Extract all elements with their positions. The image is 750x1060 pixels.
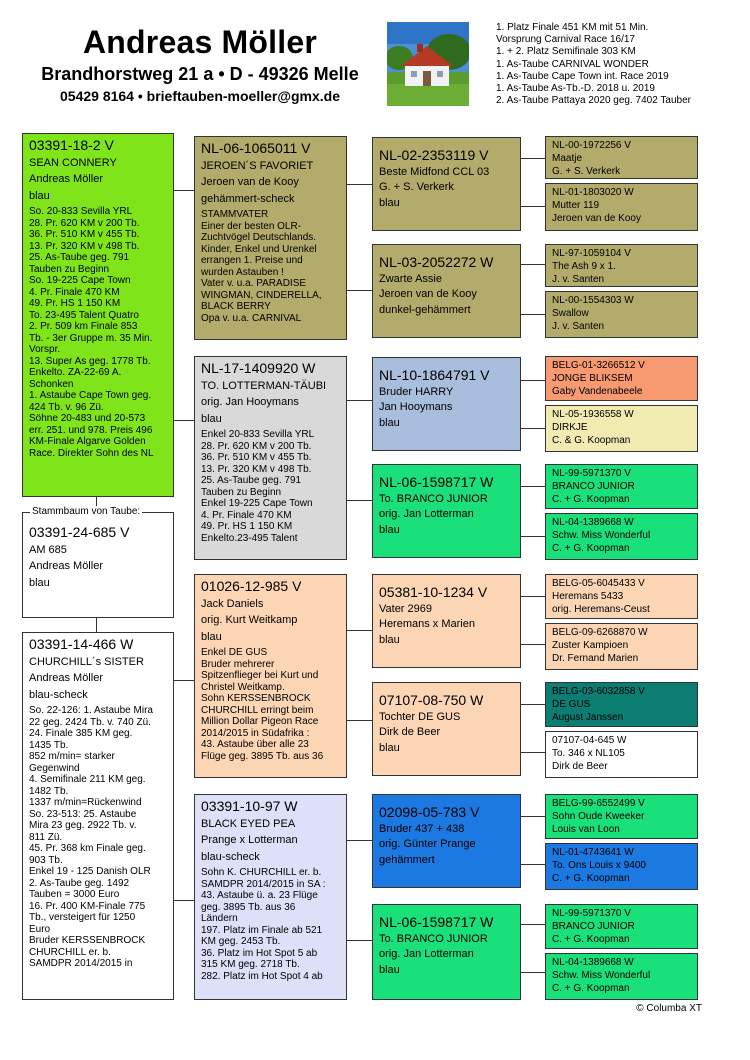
pigeon-owner: J. v. Santen (552, 321, 605, 332)
pigeon-color: blau (379, 416, 400, 429)
pigeon-ring-number: BELG-09-6268870 W (552, 627, 648, 638)
pigeon-owner: Jeroen van de Kooy (379, 288, 477, 301)
granddam-maternal-box[interactable] (194, 794, 347, 1000)
pigeon-owner: Andreas Möller (29, 672, 103, 685)
pigeon-owner: Jeroen van de Kooy (552, 213, 641, 224)
pigeon-name: AM 685 (29, 544, 67, 557)
gen3-box[interactable] (372, 682, 521, 776)
pigeon-ring-number: 03391-18-2 V (29, 137, 114, 153)
pigeon-ring-number: BELG-05-6045433 V (552, 578, 645, 589)
gen4-box[interactable] (545, 843, 698, 890)
achievement-line: 1. + 2. Platz Semifinale 303 KM (496, 46, 636, 58)
mother-box[interactable] (22, 632, 174, 1000)
pigeon-owner: Andreas Möller (29, 173, 103, 186)
pigeon-owner: C. & G. Koopman (552, 435, 631, 446)
pigeon-ring-number: BELG-03-6032858 V (552, 686, 645, 697)
pigeon-name: TO. LOTTERMAN-TÄUBI (201, 380, 327, 393)
gen3-box[interactable] (372, 244, 521, 338)
pigeon-owner: Dr. Fernand Marien (552, 653, 639, 664)
stammbaum-label: Stammbaum von Taube: (32, 506, 141, 517)
pigeon-color: blau (379, 741, 400, 754)
pigeon-color: blau-scheck (29, 688, 88, 701)
pigeon-name: Schw. Miss Wonderful (552, 530, 651, 541)
pigeon-ring-number: NL-03-2052272 W (379, 254, 494, 270)
pigeon-ring-number: NL-06-1598717 W (379, 914, 494, 930)
pigeon-color: dunkel-gehämmert (379, 303, 471, 316)
gen4-box[interactable] (545, 513, 698, 560)
pigeon-name: DIRKJE (552, 422, 588, 433)
pigeon-notes: So. 22-126: 1. Astaube Mira 22 geg. 2424 Tb. v. 740 Zü. 24. Finale 385 KM geg. 1435 Tb. 852 m/min= starker Gegenwind 4. Semifinale 211 KM geg. 1482 Tb. 1337 m/min=Rückenwind So. 23-513: 25. Astaube Mira 23 geg. 2922 Tb. v. 811 Zü. 45. Pr. 368 km Finale geg. 903 Tb. Enkel 19 - 125 Danish OLR 2. As-Taube geg. 1492 Tauben = 3000 Euro 16. Pr. 400 KM-Finale 775 Tb., versteigert für 1250 Euro Bruder KERSSENBROCK CHURCHILL er. b. SAMDPR 2014/2015 in (29, 705, 153, 970)
pigeon-name: Swallow (552, 308, 589, 319)
achievement-line: 1. As-Taube Cape Town int. Race 2019 (496, 70, 669, 82)
breeder-name: Andreas Möller (83, 24, 317, 60)
achievement-line: 1. As-Taube CARNIVAL WONDER (496, 58, 649, 70)
pigeon-name: Zwarte Assie (379, 273, 442, 286)
gen4-box[interactable] (545, 183, 698, 231)
pigeon-ring-number: NL-01-4743641 W (552, 847, 634, 858)
pigeon-ring-number: NL-01-1803020 W (552, 187, 634, 198)
pigeon-ring-number: NL-04-1389668 W (552, 957, 634, 968)
pigeon-owner: orig. Günter Prange (379, 838, 476, 851)
granddam-paternal-box[interactable] (194, 356, 347, 560)
pigeon-owner: August Janssen (552, 712, 624, 723)
pigeon-owner: C. + G. Koopman (552, 873, 630, 884)
gen4-box[interactable] (545, 136, 698, 179)
pigeon-color: blau (379, 196, 400, 209)
pigeon-owner: C. + G. Koopman (552, 494, 630, 505)
gen4-box[interactable] (545, 682, 698, 727)
gen4-box[interactable] (545, 623, 698, 670)
pigeon-owner: orig. Jan Lotterman (379, 508, 474, 521)
pigeon-owner: Prange x Lotterman (201, 834, 298, 847)
pigeon-name: Mutter 119 (552, 200, 600, 211)
pigeon-notes: STAMMVATER Einer der besten OLR- Zuchtvögel Deutschlands. Kinder, Enkel und Urenkel errangen 1. Preise und wurden Astauben ! Vater v. u.a. PARADISE WINGMAN, CINDERELLA, BLACK BERRY Opa v. u.a. CARNIVAL (201, 209, 322, 324)
pigeon-name: Jack Daniels (201, 598, 264, 611)
grandsire-maternal-box[interactable] (194, 574, 347, 778)
gen3-box[interactable] (372, 574, 521, 668)
pigeon-owner: orig. Jan Hooymans (201, 396, 299, 409)
pigeon-color: blau (201, 412, 222, 425)
pigeon-owner: Louis van Loon (552, 824, 620, 835)
pigeon-ring-number: NL-02-2353119 V (379, 147, 489, 163)
gen4-box[interactable] (545, 731, 698, 778)
pigeon-owner: C. + G. Koopman (552, 983, 630, 994)
pigeon-notes: Sohn K. CHURCHILL er. b. SAMDPR 2014/2015 in SA : 43. Astaube ü. a. 23 Flüge geg. 3895 Tb. aus 36 Ländern 197. Platz im Finale ab 521 KM geg. 2453 Tb. 36. Platz im Hot Spot 5 ab 315 KM geg. 2718 Tb. 282. Platz im Hot Spot 4 ab (201, 867, 326, 982)
pigeon-owner: Dirk de Beer (552, 761, 608, 772)
pigeon-owner: Heremans x Marien (379, 618, 475, 631)
achievement-line: 2. As-Taube Pattaya 2020 geg. 7402 Tauber (496, 95, 691, 107)
pigeon-ring-number: NL-06-1065011 V (201, 140, 311, 156)
pigeon-name: BLACK EYED PEA (201, 818, 296, 831)
pigeon-color: blau (379, 633, 400, 646)
pigeon-name: Beste Midfond CCL 03 (379, 166, 490, 179)
pigeon-owner: Gaby Vandenabeele (552, 386, 643, 397)
pigeon-name: Maatje (552, 153, 583, 164)
pigeon-owner: orig. Jan Lotterman (379, 948, 474, 961)
pigeon-owner: Jeroen van de Kooy (201, 176, 299, 189)
pigeon-ring-number: NL-00-1972256 V (552, 140, 631, 151)
pigeon-name: DE GUS (552, 699, 591, 710)
pigeon-notes: So. 20-833 Sevilla YRL 28. Pr. 620 KM v 200 Tb. 36. Pr. 510 KM v 455 Tb. 13. Pr. 320 KM v 498 Tb. 25. As-Taube geg. 791 Tauben zu Beginn So. 19-225 Cape Town 4. Pr. Finale 470 KM 49. Pr. HS 1 150 KM To. 23-495 Talent Quatro 2. Pr. 509 km Finale 853 Tb. - 3er Gruppe m. 35 Min. Vorspr. 13. Super As geg. 1778 Tb. Enkelto. ZA-22-69 A. Schonken 1. Astaube Cape Town geg. 424 Tb. v. 96 Zü. Söhne 20-483 und 20-573 err. 251. und 978. Preis 496 KM-Finale Algarve Golden Race. Direkter Sohn des NL (29, 206, 154, 459)
pigeon-color: gehämmert-scheck (201, 192, 295, 205)
pigeon-color: blau (29, 189, 50, 202)
pigeon-ring-number: 07107-04-645 W (552, 735, 627, 746)
pigeon-color: gehämmert (379, 853, 435, 866)
pigeon-name: BRANCO JUNIOR (552, 921, 635, 932)
pigeon-owner: Dirk de Beer (379, 726, 441, 739)
pigeon-notes: Enkel DE GUS Bruder mehrerer Spitzenflieger bei Kurt und Christel Weitkamp. Sohn KERSSENBROCK CHURCHILL erringt beim Million Dollar Pigeon Race 2014/2015 in Südafrika : 43. Astaube über alle 23 Flüge geg. 3895 Tb. aus 36 (201, 647, 324, 762)
pigeon-ring-number: NL-10-1864791 V (379, 367, 490, 383)
gen4-box[interactable] (545, 904, 698, 949)
gen4-box[interactable] (545, 405, 698, 452)
gen4-box[interactable] (545, 356, 698, 401)
pigeon-name: Heremans 5433 (552, 591, 624, 602)
subject-box[interactable] (22, 512, 174, 618)
pigeon-ring-number: NL-04-1389668 W (552, 517, 634, 528)
house-photo-icon (387, 22, 469, 106)
gen3-box[interactable] (372, 794, 521, 888)
gen4-box[interactable] (545, 574, 698, 619)
pigeon-owner: Andreas Möller (29, 560, 103, 573)
pigeon-owner: G. + S. Verkerk (552, 166, 621, 177)
pigeon-owner: J. v. Santen (552, 274, 605, 285)
pigeon-owner: Jan Hooymans (379, 401, 453, 414)
pigeon-ring-number: 01026-12-985 V (201, 578, 302, 594)
pigeon-name: Tochter DE GUS (379, 711, 461, 724)
pigeon-owner: C. + G. Koopman (552, 543, 630, 554)
pigeon-ring-number: NL-99-5971370 V (552, 908, 631, 919)
gen4-box[interactable] (545, 794, 698, 839)
achievement-line: 1. As-Taube As-Tb.-D. 2018 u. 2019 (496, 83, 655, 95)
breeder-contact: 05429 8164 • brieftauben-moeller@gmx.de (60, 88, 340, 104)
achievement-line: 1. Platz Finale 451 KM mit 51 Min. (496, 22, 649, 33)
gen4-box[interactable] (545, 464, 698, 509)
pigeon-ring-number: NL-00-1554303 W (552, 295, 634, 306)
pigeon-name: JONGE BLIKSEM (552, 373, 633, 384)
pigeon-name: JEROEN´S FAVORIET (201, 160, 314, 173)
breeder-address: Brandhorstweg 21 a • D - 49326 Melle (41, 64, 359, 84)
pigeon-notes: Enkel 20-833 Sevilla YRL 28. Pr. 620 KM v 200 Tb. 36. Pr. 510 KM v 455 Tb. 13. Pr. 320 KM v 498 Tb. 25. As-Taube geg. 791 Tauben zu Beginn Enkel 19-225 Cape Town 4. Pr. Finale 470 KM 49. Pr. HS 1 150 KM Enkelto.23-495 Talent (201, 429, 315, 544)
pigeon-name: To. 346 x NL105 (552, 748, 625, 759)
gen3-box[interactable] (372, 357, 521, 451)
copyright-text: © Columba XT (636, 1003, 702, 1014)
pigeon-name: CHURCHILL´s SISTER (29, 656, 144, 669)
grandsire-paternal-box[interactable] (194, 136, 347, 340)
pigeon-name: BRANCO JUNIOR (552, 481, 635, 492)
pigeon-color: blau (379, 963, 400, 976)
pigeon-ring-number: NL-06-1598717 W (379, 474, 494, 490)
pigeon-name: Bruder HARRY (379, 386, 454, 399)
pigeon-ring-number: NL-05-1936558 W (552, 409, 634, 420)
pigeon-owner: C. + G. Koopman (552, 934, 630, 945)
pigeon-ring-number: NL-17-1409920 W (201, 360, 316, 376)
pigeon-name: To. Ons Louis x 9400 (552, 860, 646, 871)
gen3-box[interactable] (372, 137, 521, 231)
pigeon-ring-number: 02098-05-783 V (379, 804, 480, 820)
pigeon-color: blau (29, 576, 50, 589)
loft-photo (387, 22, 469, 106)
pigeon-ring-number: BELG-99-6552499 V (552, 798, 645, 809)
pigeon-ring-number: NL-97-1059104 V (552, 248, 631, 259)
pigeon-color: blau (201, 630, 222, 643)
gen4-box[interactable] (545, 953, 698, 1000)
pigeon-name: Vater 2969 (379, 603, 433, 616)
father-box[interactable] (22, 133, 174, 497)
pigeon-color: blau-scheck (201, 850, 260, 863)
pigeon-ring-number: 07107-08-750 W (379, 692, 484, 708)
pigeon-ring-number: 03391-24-685 V (29, 524, 130, 540)
pigeon-name: Zuster Kampioen (552, 640, 629, 651)
pigeon-owner: orig. Kurt Weitkamp (201, 614, 298, 627)
gen3-box[interactable] (372, 904, 521, 1000)
gen4-box[interactable] (545, 291, 698, 338)
pigeon-ring-number: BELG-01-3266512 V (552, 360, 645, 371)
pigeon-ring-number: NL-99-5971370 V (552, 468, 631, 479)
pigeon-name: Sohn Oude Kweeker (552, 811, 645, 822)
pigeon-name: To. BRANCO JUNIOR (379, 493, 488, 506)
pigeon-ring-number: 03391-14-466 W (29, 636, 134, 652)
pigeon-name: Bruder 437 + 438 (379, 823, 465, 836)
pigeon-owner: orig. Heremans-Ceust (552, 604, 650, 615)
gen4-box[interactable] (545, 244, 698, 287)
achievements-list (496, 22, 746, 107)
pigeon-name: Schw. Miss Wonderful (552, 970, 651, 981)
pigeon-name: To. BRANCO JUNIOR (379, 933, 488, 946)
pigeon-name: SEAN CONNERY (29, 157, 117, 170)
pigeon-name: The Ash 9 x 1. (552, 261, 616, 272)
gen3-box[interactable] (372, 464, 521, 558)
pigeon-ring-number: 05381-10-1234 V (379, 584, 488, 600)
pigeon-color: blau (379, 523, 400, 536)
pigeon-ring-number: 03391-10-97 W (201, 798, 298, 814)
pigeon-owner: G. + S. Verkerk (379, 181, 454, 194)
achievement-line: Vorsprung Carnival Race 16/17 (496, 34, 635, 46)
